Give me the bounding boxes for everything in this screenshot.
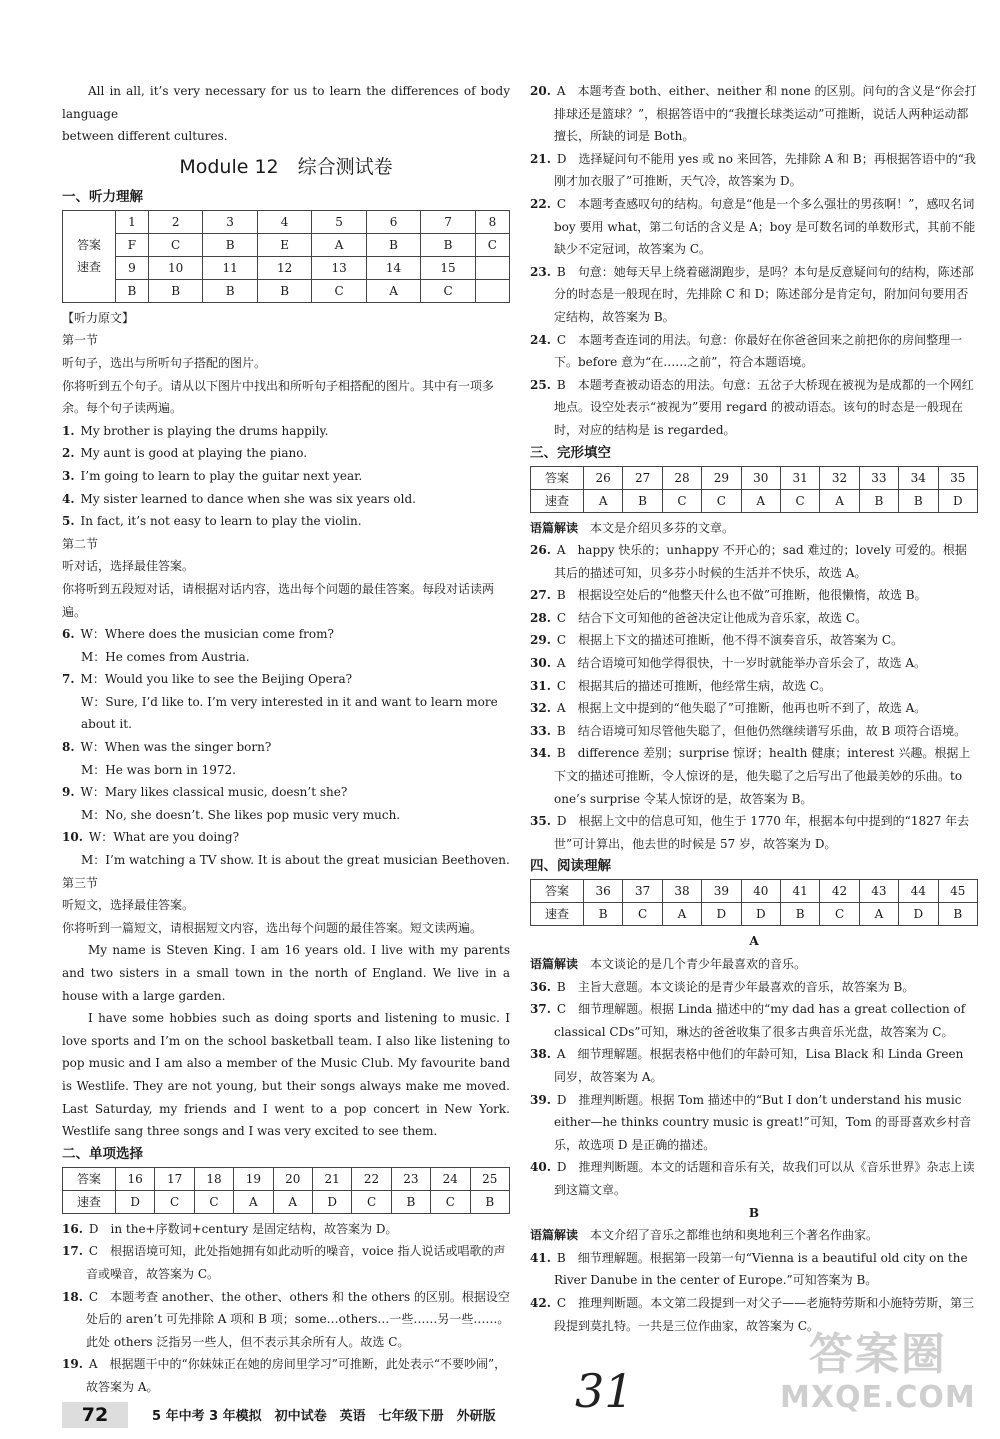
list-item: 18. C 本题考查 another、the other、others 和 the others 的区别。根据设空处后的 aren’t 可先排除 A 项和 B 项；some…others…一些……另一些……。此处 others 泛指另一些人，但不表示其余所有人。故选 C。: [62, 1289, 510, 1349]
table-cell: B: [859, 489, 898, 512]
passage-analysis: 语篇解读 本文是介绍贝多芬的文章。: [530, 520, 735, 535]
passage-paragraph: I have some hobbies such as doing sports and listening to music. I love sports and I’m on the school basketball team. I also like listening to pop music and I am also a member of the Music Club. My favourite band is Westlife. They are not young, but their songs always make me moved. Last Saturday, my friends and I went to a pop concert in New York. Westlife sang three songs and I was very excited to see them.: [62, 1011, 510, 1139]
dialog-line: M：He was born in 1972.: [81, 762, 236, 777]
table-cell: A: [584, 489, 623, 512]
row-label: 速查: [63, 1190, 116, 1213]
passage-label-b: B: [748, 1205, 760, 1220]
table-cell: D: [899, 903, 938, 926]
dialog-line: M：No, she doesn’t. She likes pop music very much.: [81, 807, 401, 822]
list-item: 7. M：Would you like to see the Beijing Opera?: [62, 672, 353, 687]
table-cell: C: [312, 279, 366, 302]
dialog-line: W：Sure, I’d like to. I’m very interested in it and want to learn more about it.: [81, 694, 498, 732]
table-cell: A: [366, 279, 420, 302]
instruction: 听对话，选择最佳答案。: [62, 559, 195, 574]
list-item: 26. A happy 快乐的；unhappy 不开心的；sad 难过的；lovely 可爱的。根据其后的描述可知，贝多芬小时候的生活并不快乐，故选 A。: [530, 543, 967, 580]
row-label: 答案: [531, 880, 584, 903]
table-cell: D: [938, 489, 977, 512]
single-choice-heading: 二、单项选择: [62, 1145, 143, 1162]
table-cell: 8: [475, 210, 509, 233]
list-item: 10. W：What are you doing?: [62, 830, 240, 845]
table-cell: 18: [194, 1167, 233, 1190]
table-cell: A: [859, 903, 898, 926]
table-cell: A: [234, 1190, 273, 1213]
table-row: [63, 1190, 510, 1213]
table-row: [531, 903, 978, 926]
passage-paragraph: My name is Steven King. I am 16 years old. I live with my parents and two sisters in a small town in the north of England. We live in a house with a large garden.: [62, 943, 510, 1003]
table-cell: A: [312, 233, 366, 256]
list-item: 42. C 推理判断题。本文第二段提到一对父子——老施特劳斯和小施特劳斯，第三段提到莫扎特。一共是三位作曲家，故答案为 C。: [530, 1295, 975, 1333]
watermark: [780, 1330, 976, 1416]
list-item: 3. I’m going to learn to play the guitar next year.: [62, 468, 363, 483]
list-item: 41. B 细节理解题。根据第一段第一句“Vienna is a beautiful old city on the River Danube in the center of Europe.”可知答案为 B。: [530, 1250, 968, 1288]
reading-heading: 四、阅读理解: [530, 858, 611, 875]
table-cell: 25: [470, 1167, 509, 1190]
table-cell: 40: [741, 880, 780, 903]
table-cell: B: [421, 233, 475, 256]
intro-line-2: between different cultures.: [62, 129, 228, 144]
table-cell: 27: [623, 466, 662, 489]
list-item: 22. C 本题考查感叹句的结构。句意是“他是一个多么强壮的男孩啊！”，感叹名词 boy 要用 what，第二句话的含义是 A；boy 是可数名词的单数形式，其前不能缺少不定冠词，故答案为 C。: [530, 196, 976, 257]
table-cell: E: [257, 233, 311, 256]
table-cell: B: [148, 279, 202, 302]
table-cell: C: [820, 903, 859, 926]
page-title: Module 12 综合测试卷: [179, 155, 393, 178]
passage-analysis: 语篇解读 本文谈论的是几个青少年最喜欢的音乐。: [530, 957, 807, 971]
list-item: 21. D 选择疑问句不能用 yes 或 no 来回答，先排除 A 和 B；再根据答语中的“我刚才加衣服了”可推断，天气冷，故答案为 D。: [530, 151, 976, 189]
intro-line-1: All in all, it’s very necessary for us to learn the differences of body language: [62, 84, 510, 121]
table-cell: 10: [148, 256, 202, 279]
table-cell: D: [741, 903, 780, 926]
table-cell: C: [148, 233, 202, 256]
table-cell: C: [352, 1190, 391, 1213]
table-cell: B: [623, 489, 662, 512]
table-cell: [475, 279, 509, 302]
list-item: 34. B difference 差别；surprise 惊讶；health 健康；interest 兴趣。根据上下文的描述可推断，令人惊讶的是，他失聪了之后写出了他最美妙的乐曲。to one’s surprise 令某人惊讶的是，故答案为 B。: [530, 746, 971, 806]
table-cell: 26: [584, 466, 623, 489]
row-label: 答案 速查: [63, 210, 116, 302]
table-cell: C: [780, 489, 819, 512]
list-item: 31. C 根据其后的描述可推断，他经常生病，故选 C。: [530, 678, 832, 693]
table-cell: 7: [421, 210, 475, 233]
passage-analysis: 语篇解读 本文介绍了音乐之都维也纳和奥地利三个著名作曲家。: [530, 1228, 879, 1243]
section-label: 第一节: [62, 333, 99, 348]
table-cell: 20: [273, 1167, 312, 1190]
table-cell: C: [421, 279, 475, 302]
list-item: 24. C 本题考查连词的用法。句意：你最好在你爸爸回来之前把你的房间整理一下。before 意为“在……之前”，符合本题语境。: [530, 332, 963, 370]
table-cell: F: [116, 233, 149, 256]
left-column: [62, 80, 510, 1399]
right-column: [530, 80, 978, 1337]
instruction: 你将听到五个句子。请从以下图片中找出和所听句子相搭配的图片。其中有一项多余。每个句子读两遍。: [62, 378, 495, 416]
table-cell: 22: [352, 1167, 391, 1190]
listening-answer-table: [62, 210, 510, 303]
table-cell: 29: [702, 466, 741, 489]
table-cell: 24: [431, 1167, 470, 1190]
table-cell: 33: [859, 466, 898, 489]
table-cell: 14: [366, 256, 420, 279]
table-cell: 5: [312, 210, 366, 233]
instruction: 听短文，选择最佳答案。: [62, 898, 195, 913]
table-cell: D: [116, 1190, 155, 1213]
table-cell: 13: [312, 256, 366, 279]
table-row: [531, 489, 978, 512]
table-cell: 4: [257, 210, 311, 233]
table-cell: B: [780, 903, 819, 926]
table-cell: B: [584, 903, 623, 926]
table-cell: C: [702, 489, 741, 512]
list-item: 33. B 结合语境可知尽管他失聪了，但他仍然继续谱写乐曲，故 B 项符合语境。: [530, 723, 967, 738]
page-footer: [62, 1402, 562, 1432]
table-cell: [475, 256, 509, 279]
table-cell: 3: [203, 210, 257, 233]
single-choice-answer-table: [62, 1167, 510, 1214]
table-cell: B: [899, 489, 938, 512]
table-row: [63, 256, 510, 279]
list-item: 25. B 本题考查被动语态的用法。句意：五岔子大桥现在被视为是成都的一个网红地点。设空处表示“被视为”要用 regard 的被动语态。该句的时态是一般现在时，对应的结构是 is regarded。: [530, 377, 974, 437]
table-cell: 23: [391, 1167, 430, 1190]
table-cell: B: [257, 279, 311, 302]
section-label: 第三节: [62, 875, 99, 890]
table-cell: B: [391, 1190, 430, 1213]
table-cell: D: [312, 1190, 351, 1213]
cloze-answer-table: [530, 466, 978, 513]
table-cell: 6: [366, 210, 420, 233]
list-item: 35. D 根据上文中的信息可知，他生于 1770 年，根据本句中提到的“1827 年去世”可计算出，他去世的时候是 57 岁，故答案为 D。: [530, 814, 970, 851]
table-cell: 30: [741, 466, 780, 489]
list-item: 6. W：Where does the musician come from?: [62, 627, 334, 642]
list-item: 38. A 细节理解题。根据表格中他们的年龄可知，Lisa Black 和 Linda Green 同岁，故答案为 A。: [530, 1047, 964, 1084]
table-row: [531, 880, 978, 903]
table-cell: 19: [234, 1167, 273, 1190]
table-cell: C: [194, 1190, 233, 1213]
table-cell: A: [273, 1190, 312, 1213]
dialog-line: M：I’m watching a TV show. It is about the great musician Beethoven.: [81, 853, 510, 868]
list-item: 17. C 根据语境可知，此处指她拥有如此动听的噪音，voice 指人说话或唱歌的声音或噪音，故答案为 C。: [62, 1244, 506, 1281]
page-number: 72: [62, 1402, 128, 1428]
footer-book-title: 5 年中考 3 年模拟 初中试卷 英语 七年级下册 外研版: [152, 1409, 496, 1424]
table-cell: 1: [116, 210, 149, 233]
list-item: 30. A 结合语境可知他学得很快，十一岁时就能举办音乐会了，故选 A。: [530, 656, 927, 671]
table-cell: B: [366, 233, 420, 256]
table-cell: B: [470, 1190, 509, 1213]
list-item: 37. C 细节理解题。根据 Linda 描述中的“my dad has a great collection of classical CDs”可知，琳达的爸爸收集了很多古典音乐光盘，故答案为 C。: [530, 1002, 966, 1039]
table-cell: 11: [203, 256, 257, 279]
list-item: 32. A 根据上文中提到的“他失聪了”可推断，他再也听不到了，故选 A。: [530, 701, 927, 716]
table-cell: 31: [780, 466, 819, 489]
list-item: 5. In fact, it’s not easy to learn to play the violin.: [62, 514, 362, 529]
table-cell: 2: [148, 210, 202, 233]
table-cell: 41: [780, 880, 819, 903]
instruction: 你将听到五段短对话，请根据对话内容，选出每个问题的最佳答案。每段对话读两遍。: [62, 581, 495, 619]
table-cell: B: [116, 279, 149, 302]
cloze-heading: 三、完形填空: [530, 444, 611, 461]
table-row: [531, 466, 978, 489]
instruction: 听句子，选出与所听句子搭配的图片。: [62, 355, 267, 370]
table-cell: 39: [702, 880, 741, 903]
table-cell: 17: [155, 1167, 194, 1190]
list-item: 19. A 根据题干中的“你妹妹正在她的房间里学习”可推断，此处表示“不要吵闹”，故答案为 A。: [62, 1357, 507, 1394]
table-cell: 34: [899, 466, 938, 489]
table-cell: A: [741, 489, 780, 512]
table-row: [63, 279, 510, 302]
table-cell: 21: [312, 1167, 351, 1190]
table-cell: 43: [859, 880, 898, 903]
instruction: 你将听到一篇短文，请根据短文内容，选出每个问题的最佳答案。短文读两遍。: [62, 920, 483, 935]
row-label: 答案: [63, 1167, 116, 1190]
list-item: 29. C 根据上下文的描述可推断，他不得不演奏音乐，故答案为 C。: [530, 633, 904, 648]
listening-heading: 一、听力理解: [62, 188, 143, 205]
table-cell: 42: [820, 880, 859, 903]
table-cell: C: [475, 233, 509, 256]
table-cell: 38: [662, 880, 701, 903]
handwritten-number: 31: [575, 1364, 634, 1418]
reading-answer-table: [530, 879, 978, 926]
watermark-line-2: MXQE.COM: [780, 1380, 976, 1415]
table-cell: D: [702, 903, 741, 926]
table-cell: B: [203, 279, 257, 302]
list-item: 1. My brother is playing the drums happily.: [62, 423, 329, 438]
list-item: 23. B 句意：她每天早上绕着磁湖跑步，是吗？本句是反意疑问句的结构，陈述部分的时态是一般现在时，先排除 C 和 D；陈述部分是肯定句，附加问句要用否定结构，故答案为 B。: [530, 264, 974, 324]
table-row: [63, 210, 510, 233]
table-cell: 12: [257, 256, 311, 279]
table-cell: 35: [938, 466, 977, 489]
section-label: 第二节: [62, 536, 99, 551]
table-cell: C: [623, 903, 662, 926]
passage-label-a: A: [749, 934, 759, 949]
list-item: 8. W：When was the singer born?: [62, 740, 272, 755]
table-cell: B: [203, 233, 257, 256]
row-label: 答案: [531, 466, 584, 489]
table-cell: 28: [662, 466, 701, 489]
list-item: 20. A 本题考查 both、either、neither 和 none 的区别。问句的含义是“你会打排球还是篮球？”，根据答语中的“我擅长球类运动”可推断，说话人两种运动都擅长，所缺的词是 Both。: [530, 84, 977, 144]
dialog-line: M：He comes from Austria.: [81, 649, 250, 664]
table-cell: 45: [938, 880, 977, 903]
list-item: 28. C 结合下文可知他的爸爸决定让他成为音乐家，故选 C。: [530, 610, 868, 625]
row-label: 速查: [531, 489, 584, 512]
table-cell: 15: [421, 256, 475, 279]
list-item: 2. My aunt is good at playing the piano.: [62, 446, 308, 461]
table-cell: C: [155, 1190, 194, 1213]
list-item: 39. D 推理判断题。根据 Tom 描述中的“But I don’t understand his music either—he thinks country music is great!”可知，Tom 的哥哥喜欢乡村音乐，故选项 D 是正确的描述。: [530, 1092, 972, 1152]
table-cell: 44: [899, 880, 938, 903]
table-cell: A: [662, 903, 701, 926]
table-row: [63, 1167, 510, 1190]
list-item: 16. D in the+序数词+century 是固定结构，故答案为 D。: [62, 1221, 398, 1236]
script-heading: 【听力原文】: [62, 310, 135, 325]
list-item: 9. W：Mary likes classical music, doesn’t she?: [62, 785, 348, 800]
list-item: 4. My sister learned to dance when she was six years old.: [62, 491, 416, 506]
table-cell: C: [431, 1190, 470, 1213]
table-cell: A: [820, 489, 859, 512]
table-cell: 9: [116, 256, 149, 279]
list-item: 27. B 根据设空处后的“他整天什么也不做”可推断，他很懒惰，故选 B。: [530, 588, 927, 603]
table-cell: 16: [116, 1167, 155, 1190]
table-cell: 36: [584, 880, 623, 903]
watermark-line-1: 答案圈: [808, 1329, 947, 1380]
list-item: 40. D 推理判断题。本文的话题和音乐有关，故我们可以从《音乐世界》杂志上读到这篇文章。: [530, 1160, 975, 1197]
table-cell: 37: [623, 880, 662, 903]
table-cell: C: [662, 489, 701, 512]
row-label: 速查: [531, 903, 584, 926]
list-item: 36. B 主旨大意题。本文谈论的是青少年最喜欢的音乐，故答案为 B。: [530, 979, 915, 994]
table-row: [63, 233, 510, 256]
table-cell: 32: [820, 466, 859, 489]
table-cell: B: [938, 903, 977, 926]
